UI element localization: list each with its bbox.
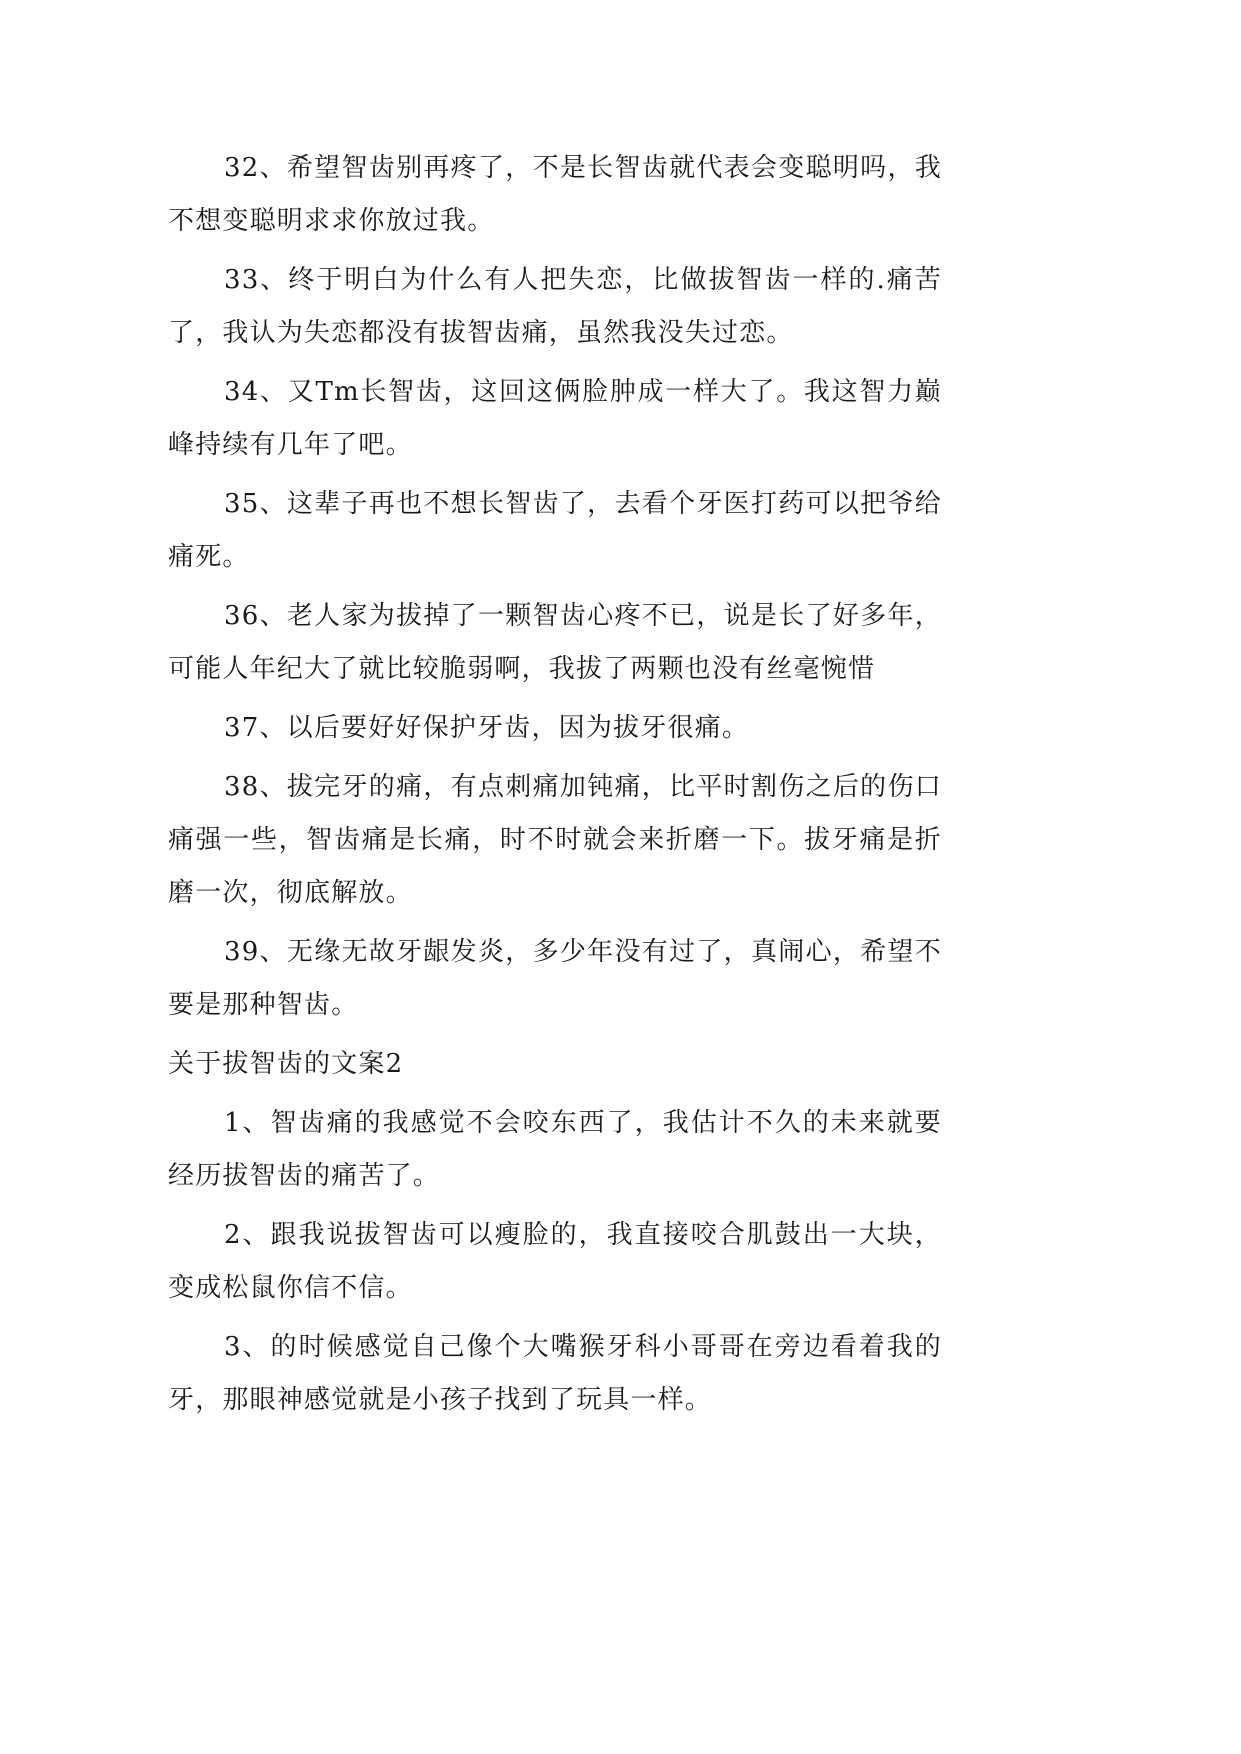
paragraph-36: 36、老人家为拔掉了一颗智齿心疼不已，说是长了好多年，可能人年纪大了就比较脆弱啊，我拔了两颗也没有丝毫惋惜 xyxy=(168,601,942,684)
section-paragraph-1: 1、智齿痛的我感觉不会咬东西了，我估计不久的未来就要经历拔智齿的痛苦了。 xyxy=(168,1108,942,1191)
section-paragraph-3: 3、的时候感觉自己像个大嘴猴牙科小哥哥在旁边看着我的牙，那眼神感觉就是小孩子找到了玩具一样。 xyxy=(168,1332,942,1415)
paragraph-32: 32、希望智齿别再疼了，不是长智齿就代表会变聪明吗，我不想变聪明求求你放过我。 xyxy=(168,153,942,236)
paragraph-34: 34、又Tm长智齿，这回这俩脸肿成一样大了。我这智力巅峰持续有几年了吧。 xyxy=(168,377,942,460)
paragraph-37: 37、以后要好好保护牙齿，因为拔牙很痛。 xyxy=(224,713,750,743)
section-paragraph-2: 2、跟我说拔智齿可以瘦脸的，我直接咬合肌鼓出一大块，变成松鼠你信不信。 xyxy=(168,1220,942,1303)
paragraph-33: 33、终于明白为什么有人把失恋，比做拔智齿一样的.痛苦了，我认为失恋都没有拔智齿痛，虽然我没失过恋。 xyxy=(168,265,942,348)
document-body xyxy=(168,142,942,1433)
paragraph-35: 35、这辈子再也不想长智齿了，去看个牙医打药可以把爷给痛死。 xyxy=(168,489,942,572)
paragraph-39: 39、无缘无故牙龈发炎，多少年没有过了，真闹心，希望不要是那种智齿。 xyxy=(168,937,942,1020)
paragraph-38: 38、拔完牙的痛，有点刺痛加钝痛，比平时割伤之后的伤口痛强一些，智齿痛是长痛，时不时就会来折磨一下。拔牙痛是折磨一次，彻底解放。 xyxy=(168,772,942,908)
section-heading: 关于拔智齿的文案2 xyxy=(168,1049,404,1079)
